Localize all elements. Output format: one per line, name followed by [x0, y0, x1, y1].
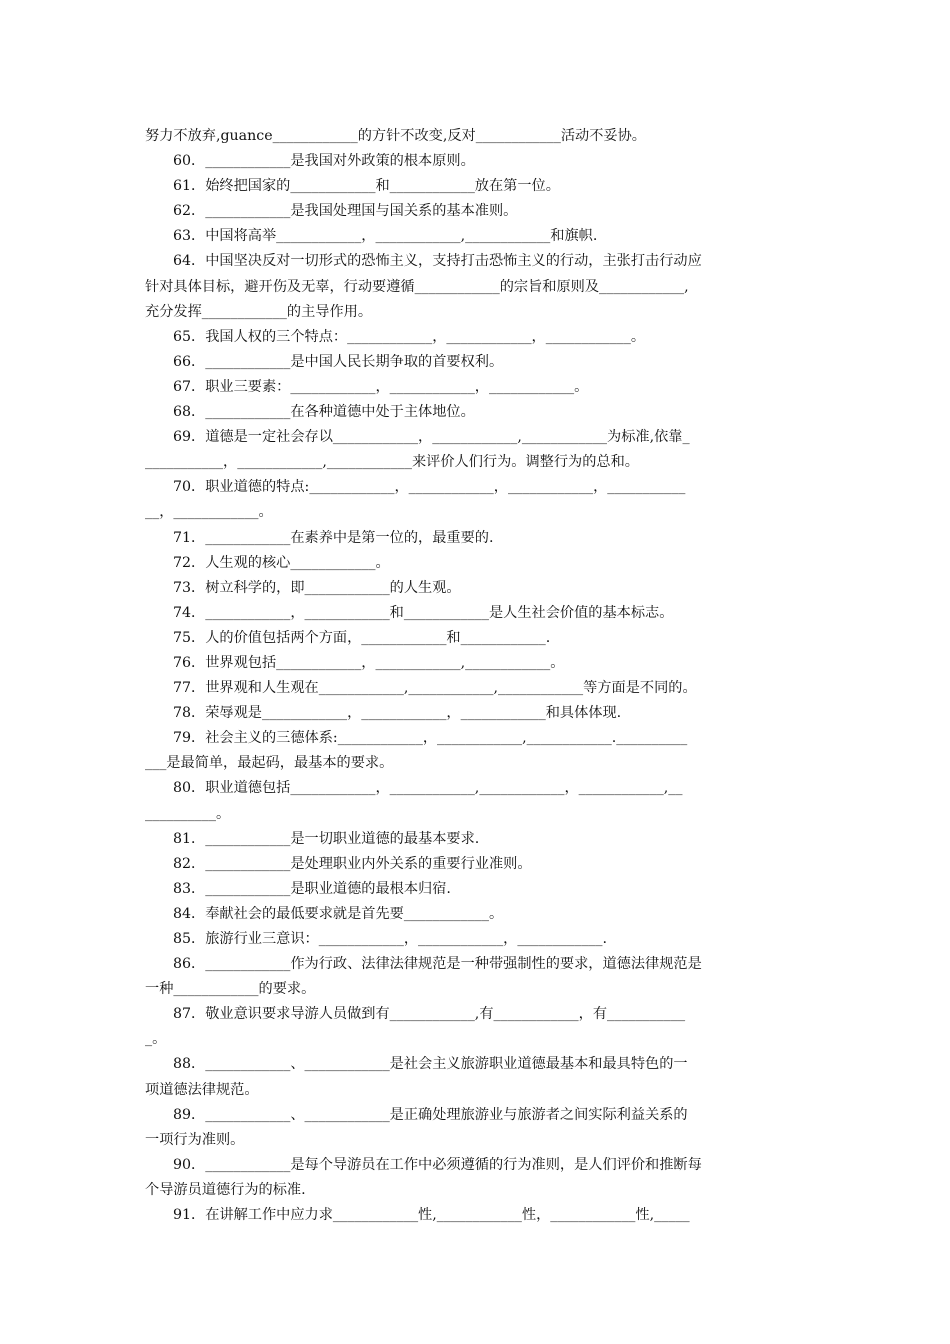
text-line: 66．____________是中国人民长期争取的首要权利。 [173, 353, 504, 370]
text-line: 67．职业三要素：____________，____________，____________。 [173, 378, 589, 395]
text-line: 73．树立科学的，即____________的人生观。 [173, 579, 461, 596]
text-line: __________。 [145, 805, 231, 822]
text-line: 65．我国人权的三个特点：____________，____________，____________。 [173, 328, 646, 345]
text-line: 88．____________、____________是社会主义旅游职业道德最基本和最具特色的一 [173, 1056, 688, 1073]
text-line: 79．社会主义的三德体系:____________，____________,____________.__________ [173, 730, 688, 747]
text-line: 69．道德是一定社会存以____________，____________,____________为标准,依靠_ [173, 429, 690, 446]
text-line: 82．____________是处理职业内外关系的重要行业准则。 [173, 855, 532, 872]
text-line: 86．____________作为行政、法律法律规范是一种带强制性的要求，道德法律规范是 [173, 956, 702, 973]
text-line: 89．____________、____________是正确处理旅游业与旅游者之间实际利益关系的 [173, 1106, 688, 1123]
text-line: 85．旅游行业三意识：____________，____________，____________. [173, 931, 608, 947]
text-line: 60．____________是我国对外政策的根本原则。 [173, 153, 475, 170]
text-line: 77．世界观和人生观在____________,____________,____________等方面是不同的。 [173, 680, 697, 697]
text-line: 个导游员道德行为的标准. [145, 1181, 306, 1198]
text-line: 83．____________是职业道德的最根本归宿. [173, 880, 451, 897]
text-line: 充分发挥____________的主导作用。 [145, 303, 373, 320]
text-line: 68．____________在各种道德中处于主体地位。 [173, 404, 475, 421]
text-line: 一种____________的要求。 [145, 981, 316, 998]
text-line: 78．荣辱观是____________，____________，____________和具体体现. [173, 705, 622, 722]
text-line: 63．中国将高举____________，____________,____________和旗帜. [173, 228, 598, 245]
text-line: 70．职业道德的特点:____________，____________，____________，___________ [173, 479, 686, 496]
text-line: 针对具体目标，避开伤及无辜，行动要遵循____________的宗旨和原则及____________, [145, 278, 689, 295]
text-line: 75．人的价值包括两个方面，____________和____________. [173, 629, 551, 646]
text-line: 61．始终把国家的____________和____________放在第一位。 [173, 178, 560, 195]
text-line: 64．中国坚决反对一切形式的恐怖主义，支持打击恐怖主义的行动，主张打击行动应 [173, 253, 702, 270]
text-line: 87．敬业意识要求导游人员做到有____________,有____________，有___________ [173, 1006, 686, 1023]
text-body [145, 124, 810, 1228]
text-line: 一项行为准则。 [145, 1131, 245, 1148]
document-page [145, 124, 810, 1228]
text-line: 81．____________是一切职业道德的最基本要求. [173, 830, 480, 847]
text-line: 72．人生观的核心____________。 [173, 554, 390, 571]
text-line: ___是最简单，最起码，最基本的要求。 [145, 755, 394, 772]
text-line: 努力不放弃,guance____________的方针不改变,反对____________活动不妥协。 [145, 128, 646, 144]
text-line: 62．____________是我国处理国与国关系的基本准则。 [173, 203, 518, 220]
text-line: ___________，____________,____________来评价人们行为。调整行为的总和。 [145, 454, 639, 471]
text-line: 项道德法律规范。 [145, 1081, 259, 1098]
text-line: 90．____________是每个导游员在工作中必须遵循的行为准则，是人们评价和推断每 [173, 1156, 702, 1173]
text-line: _。 [145, 1031, 167, 1048]
text-line: 84．奉献社会的最低要求就是首先要____________。 [173, 905, 504, 922]
text-line: 76．世界观包括____________，____________,____________。 [173, 654, 565, 671]
text-line: 74．____________，____________和____________是人生社会价值的基本标志。 [173, 604, 674, 621]
text-line: 71．____________在素养中是第一位的，最重要的. [173, 529, 494, 546]
text-line: __，____________。 [145, 504, 273, 521]
text-line: 80．职业道德包括____________，____________,____________，____________,__ [173, 780, 683, 797]
text-line: 91．在讲解工作中应力求____________性,____________性，____________性,_____ [173, 1207, 690, 1224]
